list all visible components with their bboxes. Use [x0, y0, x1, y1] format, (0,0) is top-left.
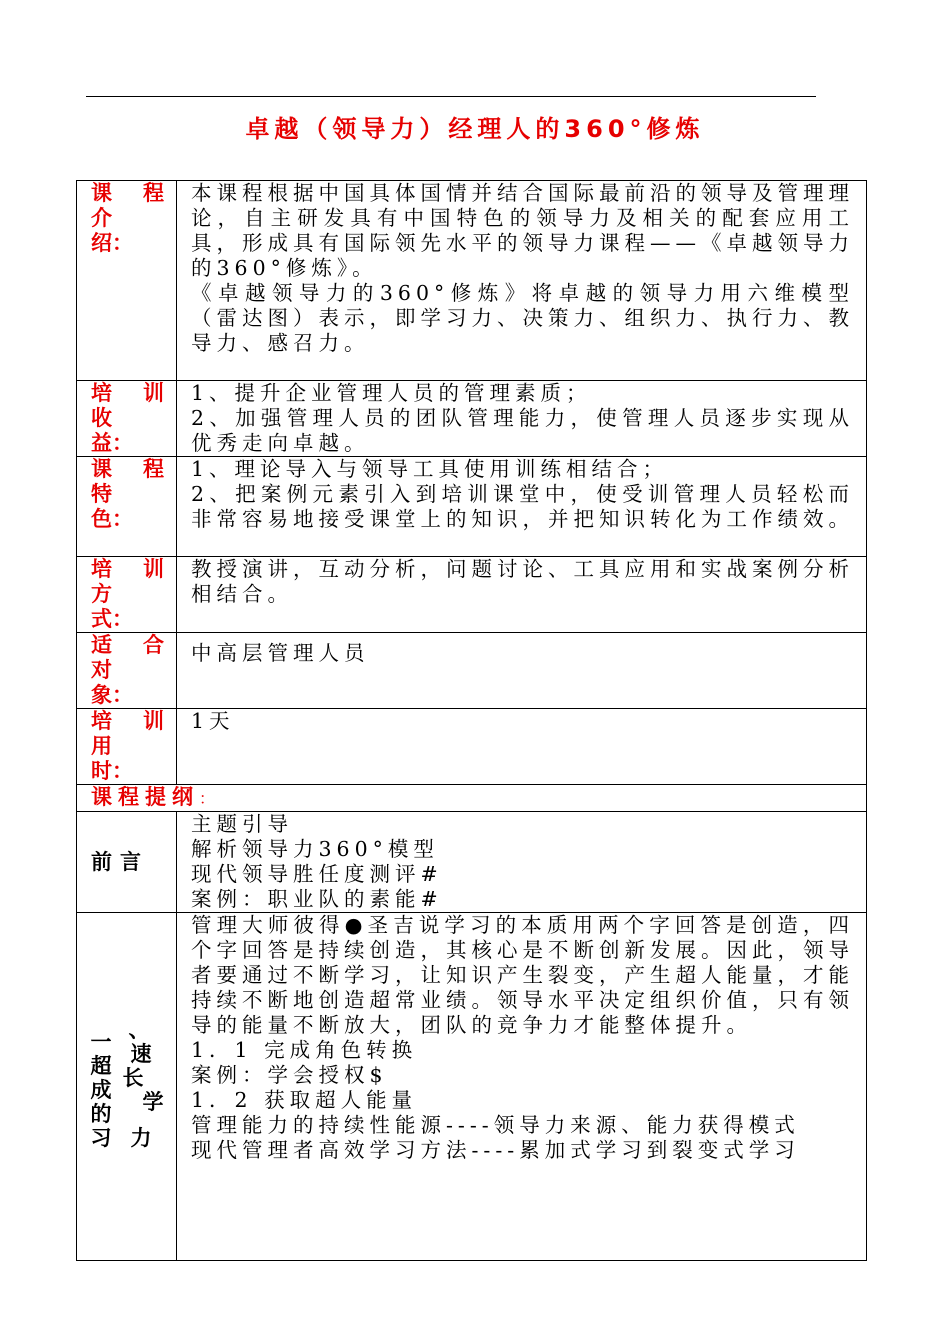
content-cell — [177, 557, 867, 633]
content-cell — [177, 457, 867, 557]
training-method-label: 培训 方 式： — [91, 557, 164, 631]
target-audience-label: 适合 对 象： — [91, 633, 164, 707]
content-cell — [177, 381, 867, 457]
label-char: 学 — [142, 1089, 164, 1114]
row-chapter-1 — [77, 913, 867, 1261]
training-duration-text: 1天 — [191, 709, 235, 733]
content-cell — [177, 181, 867, 381]
row-training-method — [77, 557, 867, 633]
label-cell — [77, 812, 177, 913]
chapter-1-text: 管理大师彼得●圣吉说学习的本质用两个字回答是创造，四个字回答是持续创造，其核心是不断创新发展。因此，领导者要通过不断学习，让知识产生裂变，产生超人能量，才能持续不断地创造超常业绩。领导水平决定组织价值，只有领导的能量不断放大，团队的竞争力才能整体提升。 1．1 完成角色转换 案例：学会授权$ 1．2 获取超人能量 管理能力的持续性能源----领导力来源、能力获得模式 现代管理者高效学习方法----累加式学习到裂变式学习 — [191, 913, 854, 1162]
row-outline-header — [77, 785, 867, 812]
outline-header-cell — [77, 785, 867, 812]
course-feature-label: 课程 特 色： — [91, 457, 164, 531]
course-feature-text: 1、理论导入与领导工具使用训练相结合； 2、把案例元素引入到培训课堂中，使受训管理人员轻松而非常容易地接受课堂上的知识，并把知识转化为工作绩效。 — [191, 457, 854, 531]
course-intro-label: 课程 介 绍： — [91, 181, 164, 255]
label-cell — [77, 709, 177, 785]
row-preface — [77, 812, 867, 913]
content-cell — [177, 709, 867, 785]
label-char: 、 — [128, 1017, 150, 1042]
label-cell — [77, 181, 177, 381]
label-char: 习 — [90, 1125, 112, 1150]
label-char: 超 — [90, 1053, 112, 1078]
row-training-duration — [77, 709, 867, 785]
label-cell — [77, 457, 177, 557]
training-benefit-label: 培训 收 益： — [91, 381, 164, 455]
training-method-text: 教授演讲，互动分析，问题讨论、工具应用和实战案例分析相结合。 — [191, 557, 854, 606]
row-course-feature — [77, 457, 867, 557]
training-duration-label: 培训 用 时： — [91, 709, 164, 783]
label-char: 长 — [122, 1065, 144, 1090]
preface-label: 前言 — [91, 849, 149, 874]
label-char: 的 — [90, 1101, 112, 1126]
page-title: 卓越（领导力）经理人的360°修炼 — [245, 115, 705, 143]
label-cell — [77, 381, 177, 457]
label-cell — [77, 913, 177, 1261]
label-cell — [77, 633, 177, 709]
header-rule — [86, 96, 816, 97]
label-char: 成 — [90, 1077, 112, 1102]
training-benefit-text: 1、提升企业管理人员的管理素质； 2、加强管理人员的团队管理能力，使管理人员逐步实现从优秀走向卓越。 — [191, 381, 854, 455]
course-table — [76, 180, 867, 1261]
course-intro-text: 本课程根据中国具体国情并结合国际最前沿的领导及管理理论，自主研发具有中国特色的领导力及相关的配套应用工具，形成具有国际领先水平的领导力课程——《卓越领导力的360°修炼》。 《卓越领导力的360°修炼》将卓越的领导力用六维模型（雷达图）表示，即学习力、决策力、组织力、执行力、教导力、感召力。 — [191, 181, 854, 355]
target-audience-text: 中高层管理人员 — [191, 641, 370, 665]
chapter-1-label — [77, 1017, 176, 1157]
label-char: 一 — [90, 1029, 112, 1054]
row-target-audience — [77, 633, 867, 709]
label-cell — [77, 557, 177, 633]
content-cell — [177, 913, 867, 1261]
content-cell — [177, 812, 867, 913]
preface-text: 主题引导 解析领导力360°模型 现代领导胜任度测评# 案例：职业队的素能# — [191, 812, 443, 911]
content-cell — [177, 633, 867, 709]
row-training-benefit — [77, 381, 867, 457]
chapter-1-label-grid — [77, 1017, 177, 1157]
outline-header-label: 课程提纲： — [91, 785, 222, 809]
label-char: 速 — [130, 1041, 152, 1066]
row-course-intro — [77, 181, 867, 381]
label-char: 力 — [130, 1125, 152, 1150]
